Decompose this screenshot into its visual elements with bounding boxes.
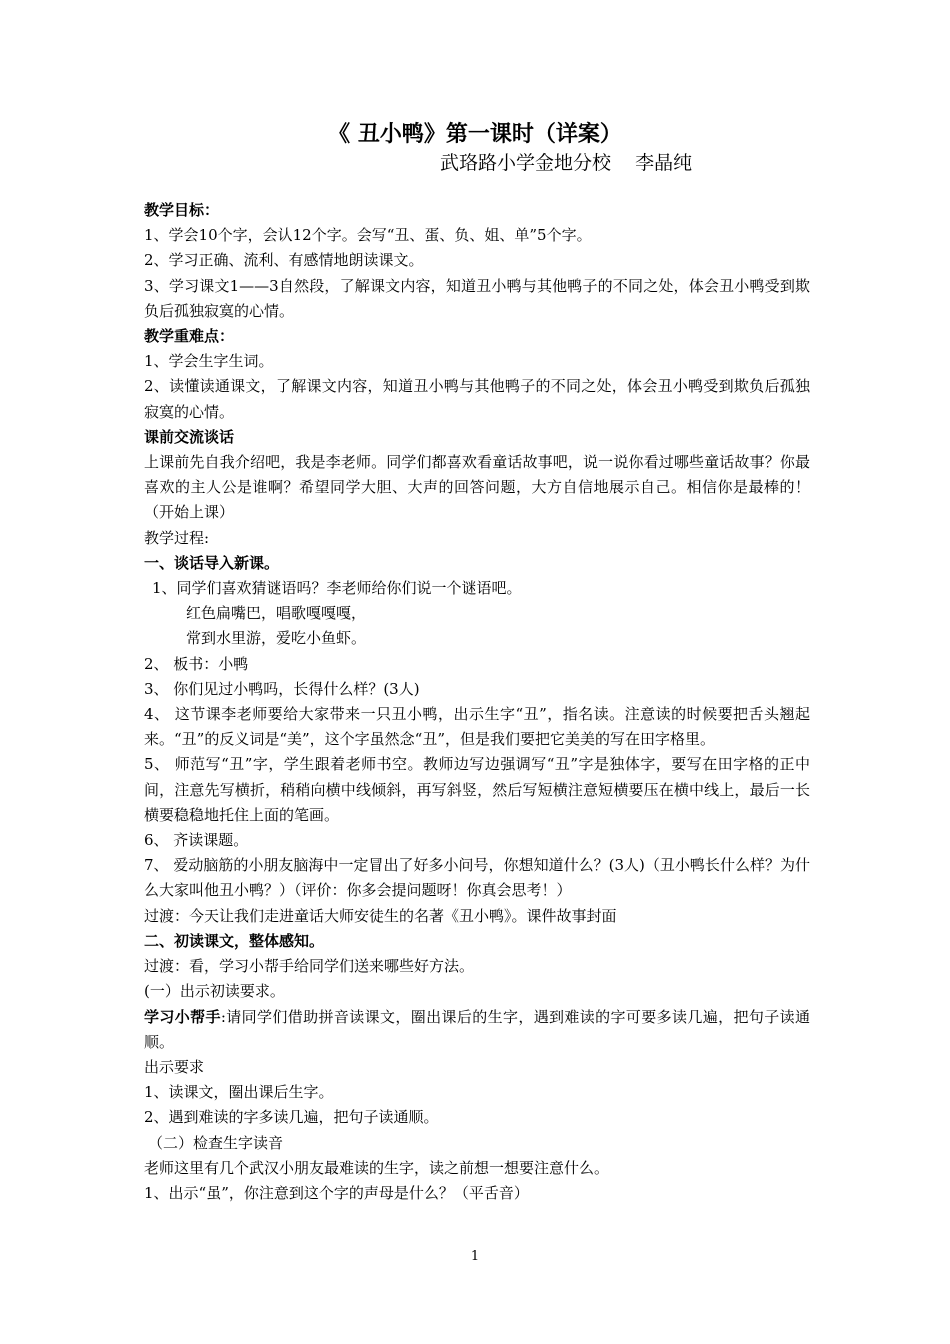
paragraph: 1、学会10个字，会认12个字。会写“丑、蛋、负、姐、单”5个字。 (144, 226, 592, 245)
section-heading-part-two: 二、初读课文，整体感知。 (144, 931, 325, 950)
paragraph: 2、学习正确、流利、有感情地朗读课文。 (144, 251, 424, 270)
paragraph: 2、读懂读通课文，了解课文内容，知道丑小鸭与其他鸭子的不同之处，体会丑小鸭受到欺负后孤独寂寞的心情。 (144, 377, 810, 421)
paragraph: 过渡：今天让我们走进童话大师安徒生的名著《丑小鸭》。课件故事封面 (144, 906, 617, 925)
helper-label: 学习小帮手 (144, 1007, 221, 1026)
section-heading-warmup: 课前交流谈话 (144, 427, 235, 446)
paragraph: 1、同学们喜欢猜谜语吗？李老师给你们说一个谜语吧。 (152, 579, 522, 598)
paragraph: 4、 这节课李老师要给大家带来一只丑小鸭，出示生字“丑”，指名读。注意读的时候要把舌头翘起来。“丑”的反义词是“美”，这个字虽然念“丑”，但是我们要把它美美的写在田字格里。 (144, 705, 810, 749)
paragraph: 3、 你们见过小鸭吗，长得什么样？(3人) (144, 679, 420, 698)
paragraph: 7、 爱动脑筋的小朋友脑海中一定冒出了好多小问号，你想知道什么？(3人)（丑小鸭长什么样？为什么大家叫他丑小鸭？）（评价：你多会提问题呀！你真会思考！） (144, 856, 810, 900)
section-heading-goals: 教学目标： (144, 201, 220, 219)
paragraph: 6、 齐读课题。 (144, 831, 249, 850)
paragraph: 1、读课文，圈出课后生字。 (144, 1083, 334, 1102)
paragraph: 过渡：看，学习小帮手给同学们送来哪些好方法。 (144, 957, 475, 976)
helper-text: :请同学们借助拼音读课文，圈出课后的生字，遇到难读的字可要多读几遍，把句子读通顺。 (144, 1007, 810, 1051)
paragraph: 出示要求 (144, 1057, 205, 1076)
paragraph: (一）出示初读要求。 (144, 982, 285, 1001)
paragraph: 老师这里有几个武汉小朋友最难读的生字，读之前想一想要注意什么。 (144, 1158, 610, 1177)
page-number: 1 (470, 1249, 480, 1264)
paragraph: （二）检查生字读音 (148, 1133, 284, 1152)
paragraph: 1、学会生字生词。 (144, 352, 274, 371)
riddle-line: 常到水里游，爱吃小鱼虾。 (186, 629, 367, 648)
paragraph (144, 1005, 810, 1055)
paragraph: 2、 板书：小鸭 (144, 654, 249, 673)
paragraph: 教学过程: (144, 528, 210, 547)
document-author: 武珞路小学金地分校 李晶纯 (440, 152, 693, 174)
section-heading-part-one: 一、谈话导入新课。 (144, 553, 280, 572)
riddle-line: 红色扁嘴巴，唱歌嘎嘎嘎， (186, 604, 367, 623)
document-body (144, 198, 810, 1206)
paragraph: 5、 师范写“丑”字，学生跟着老师书空。教师边写边强调写“丑”字是独体字，要写在田字格的正中间，注意先写横折，稍稍向横中线倾斜，再写斜竖，然后写短横注意短横要压在横中线上，最后一长横要稳稳地托住上面的笔画。 (144, 755, 810, 824)
paragraph: 1、出示“虽”，你注意到这个字的声母是什么？（平舌音） (144, 1183, 529, 1202)
paragraph: 2、遇到难读的字多读几遍，把句子读通顺。 (144, 1108, 439, 1127)
document-title: 《 丑小鸭》第一课时（详案） (328, 122, 622, 147)
paragraph: 3、学习课文1——3自然段，了解课文内容，知道丑小鸭与其他鸭子的不同之处，体会丑小鸭受到欺负后孤独寂寞的心情。 (144, 276, 810, 320)
section-heading-keypoints: 教学重难点： (144, 327, 235, 346)
paragraph: 上课前先自我介绍吧，我是李老师。同学们都喜欢看童话故事吧，说一说你看过哪些童话故事？你最喜欢的主人公是谁啊？希望同学大胆、大声的回答问题，大方自信地展示自己。相信你是最棒的！（开始上课） (144, 453, 810, 522)
